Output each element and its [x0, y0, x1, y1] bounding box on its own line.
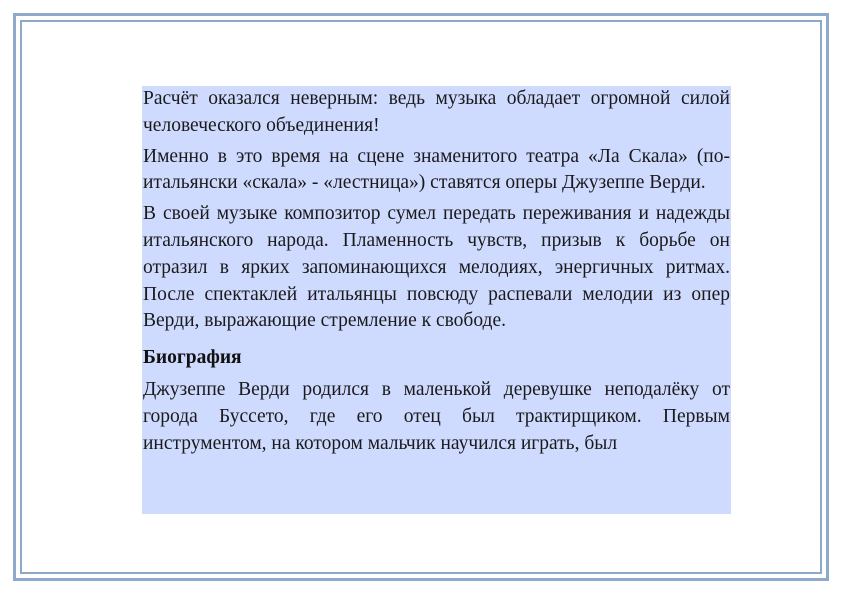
section-heading-biography: Биография — [143, 347, 242, 369]
paragraph-biography: Джузеппе Верди родился в маленькой деревушке неподалёку от города Буссето, где его отец был трактирщиком. Первым инструментом, на котором мальчик научился играть, был — [143, 378, 730, 454]
paragraph-la-scala: Именно в это время на сцене знаменитого театра «Ла Скала» (по-итальянски «скала» - «лестница») ставятся оперы Джузеппе Верди. — [143, 145, 730, 194]
paragraph-calculation: Расчёт оказался неверным: ведь музыка обладает огромной силой человеческого объединения! — [143, 88, 730, 136]
paragraph-music: В своей музыке композитор сумел передать переживания и надежды итальянского народа. Пламенность чувств, призыв к борьбе он отразил в ярких запоминающихся мелодиях, энергичных ритмах. После спектаклей итальянцы повсюду распевали мелодии из опер Верди, выражающие стремление к свободе. — [143, 203, 730, 332]
text-block — [142, 86, 731, 514]
